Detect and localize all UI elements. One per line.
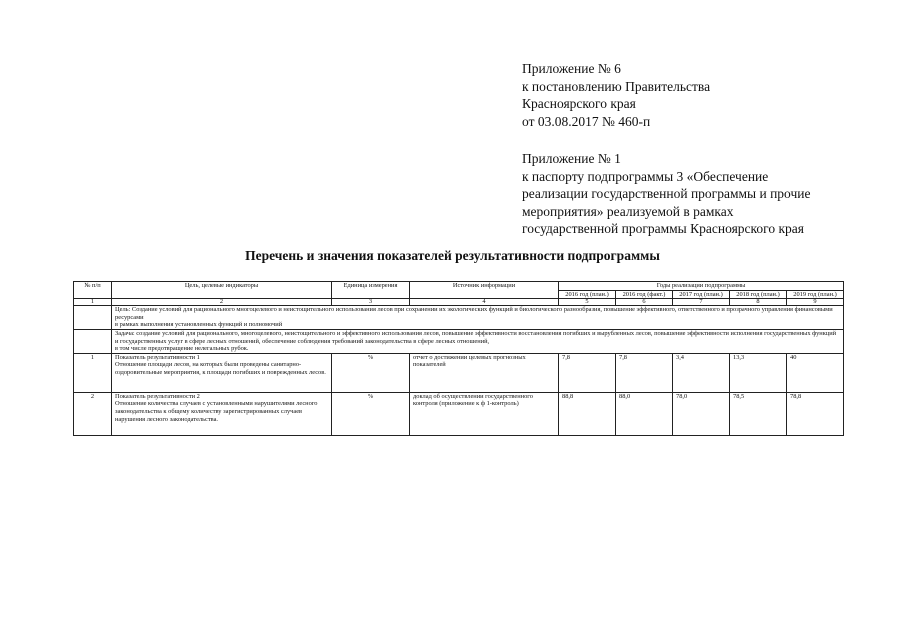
task-row-num — [74, 329, 112, 353]
indicator-value: 40 — [787, 353, 844, 392]
goal-row-num — [74, 306, 112, 330]
indicator-value: 7,8 — [616, 353, 673, 392]
column-number: 4 — [410, 299, 559, 306]
indicator-name: Показатель результативности 2 Отношение количества случаев с установленными нарушителями лесного законодательства к общему количеству зарегистрированных случаев нарушения лесного законодательства. — [112, 392, 332, 435]
indicator-source: отчет о достижении целевых прогнозных показателей — [410, 353, 559, 392]
header-year: 2018 год (план.) — [730, 290, 787, 299]
header-source: Источник информации — [410, 282, 559, 299]
column-number: 2 — [112, 299, 332, 306]
header-year: 2017 год (план.) — [673, 290, 730, 299]
appendix-6-header — [522, 60, 710, 130]
indicator-value: 13,3 — [730, 353, 787, 392]
appendix-6-line: от 03.08.2017 № 460-п — [522, 113, 651, 129]
appendix-1-line: реализации государственной программы и прочие — [522, 186, 811, 201]
header-year: 2016 год (факт.) — [616, 290, 673, 299]
column-number: 7 — [673, 299, 730, 306]
header-year: 2016 год (план.) — [559, 290, 616, 299]
column-number: 3 — [332, 299, 410, 306]
row-num: 1 — [74, 353, 112, 392]
document-title: Перечень и значения показателей результативности подпрограммы — [245, 248, 660, 263]
appendix-1-line: Приложение № 1 — [522, 151, 621, 166]
appendix-1-header — [522, 150, 810, 238]
column-number: 8 — [730, 299, 787, 306]
indicator-value: 78,8 — [787, 392, 844, 435]
indicator-name: Показатель результативности 1 Отношение площади лесов, на которых были проведены санитарно-оздоровительные мероприятия, к площади погибших и поврежденных лесов. — [112, 353, 332, 392]
table-row — [74, 392, 844, 435]
indicator-unit: % — [332, 392, 410, 435]
table-row — [74, 353, 844, 392]
appendix-6-line: Приложение № 6 — [522, 61, 621, 76]
indicator-value: 7,8 — [559, 353, 616, 392]
indicators-table — [73, 281, 844, 436]
indicator-value: 88,0 — [616, 392, 673, 435]
appendix-6-line: к постановлению Правительства — [522, 78, 711, 94]
indicator-unit: % — [332, 353, 410, 392]
appendix-6-line: Красноярского края — [522, 96, 636, 111]
goal-text: Цель: Создание условий для рационального многоцелевого и неистощительного использования лесов при сохранении их экологических функций и биологического разнообразия, повышение эффективного, ответственного и прозрачного управления финансовыми ресурсами в рамках выполнения установленных функций и полномочий — [112, 306, 844, 330]
column-number: 1 — [74, 299, 112, 306]
column-number: 6 — [616, 299, 673, 306]
appendix-1-line: к паспорту подпрограммы 3 «Обеспечение — [522, 168, 769, 184]
indicator-value: 3,4 — [673, 353, 730, 392]
header-unit: Единица измерения — [332, 282, 410, 299]
task-row — [74, 329, 844, 353]
header-goal: Цель, целевые индикаторы — [112, 282, 332, 299]
indicator-source: доклад об осуществлении государственного контроля (приложение к ф 1-контроль) — [410, 392, 559, 435]
column-numbers-row — [74, 299, 844, 306]
row-num: 2 — [74, 392, 112, 435]
header-year: 2019 год (план.) — [787, 290, 844, 299]
header-num: № п/п — [74, 282, 112, 299]
appendix-1-line: мероприятия» реализуемой в рамках — [522, 203, 734, 219]
header-years-group: Годы реализации подпрограммы — [559, 282, 844, 291]
goal-row — [74, 306, 844, 330]
indicator-value: 88,8 — [559, 392, 616, 435]
appendix-1-line: государственной программы Красноярского края — [522, 221, 804, 236]
indicator-value: 78,0 — [673, 392, 730, 435]
column-number: 9 — [787, 299, 844, 306]
task-text: Задача: создание условий для рационального, многоцелевого, неистощительного и эффективного использования лесов, повышение эффективности восстановления погибших и вырубленных лесов, повышение эффективности исполнения государственных функций и государственных услуг в сфере лесных отношений, обеспечение соблюдения требований законодательства в сфере лесных отношений, в том числе предотвращение нелегальных рубок. — [112, 329, 844, 353]
header-row — [74, 282, 844, 291]
indicator-value: 78,5 — [730, 392, 787, 435]
column-number: 5 — [559, 299, 616, 306]
